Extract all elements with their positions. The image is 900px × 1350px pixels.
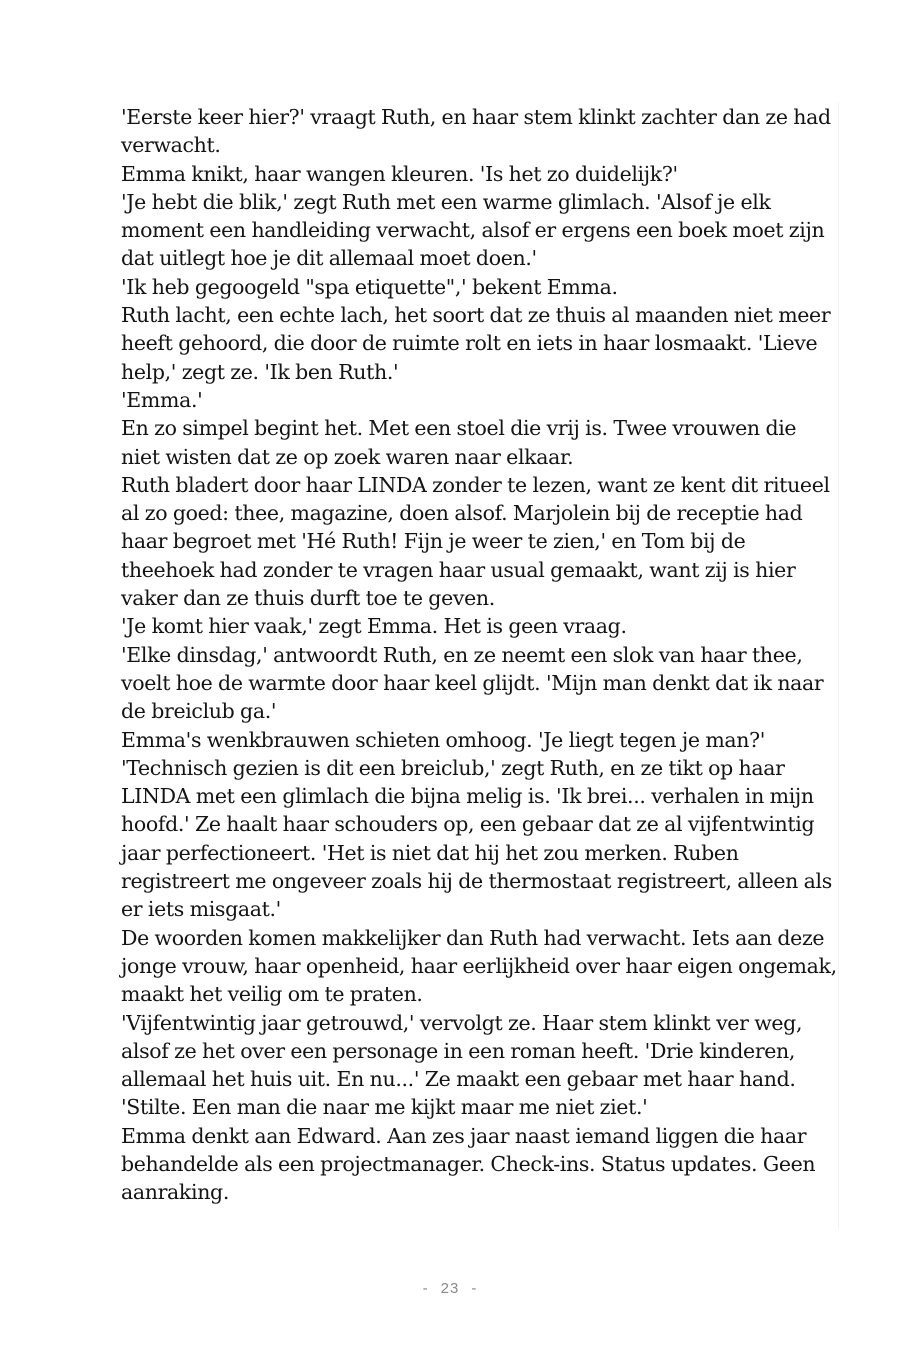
paragraph: 'Technisch gezien is dit een breiclub,' zegt Ruth, en ze tikt op haar LINDA met een glimlach die bijna melig is. 'Ik brei... verhalen in mijn hoofd.' Ze haalt haar schouders op, een gebaar dat ze al vijfentwintig jaar perfectioneert. 'Het is niet dat hij het zou merken. Ruben registreert me ongeveer zoals hij de thermostaat registreert, alleen als er iets misgaat.' xyxy=(121,755,832,922)
paragraph: 'Elke dinsdag,' antwoordt Ruth, en ze neemt een slok van haar thee, voelt hoe de warmte door haar keel glijdt. 'Mijn man denkt dat ik naar de breiclub ga.' xyxy=(121,642,824,724)
paragraph: Ruth lacht, een echte lach, het soort dat ze thuis al maanden niet meer heeft gehoord, die door de ruimte rolt en iets in haar losmaakt. 'Lieve help,' zegt ze. 'Ik ben Ruth.' xyxy=(121,303,831,384)
paragraph: 'Je komt hier vaak,' zegt Emma. Het is geen vraag. xyxy=(121,614,627,639)
paragraph: 'Je hebt die blik,' zegt Ruth met een warme glimlach. 'Alsof je elk moment een handleiding verwacht, alsof er ergens een boek moet zijn dat uitlegt hoe je dit allemaal moet doen.' xyxy=(121,189,825,271)
paragraph: De woorden komen makkelijker dan Ruth had verwacht. Iets aan deze jonge vrouw, haar openheid, haar eerlijkheid over haar eigen ongemak, maakt het veilig om te praten. xyxy=(121,925,837,1007)
paragraph: En zo simpel begint het. Met een stoel die vrij is. Twee vrouwen die niet wisten dat ze op zoek waren naar elkaar. xyxy=(121,416,797,469)
page-footer xyxy=(0,1280,900,1297)
paragraph: 'Ik heb gegoogeld "spa etiquette",' bekent Emma. xyxy=(121,274,618,299)
paragraph: Ruth bladert door haar LINDA zonder te lezen, want ze kent dit ritueel al zo goed: thee, magazine, doen alsof. Marjolein bij de receptie had haar begroet met 'Hé Ruth! Fijn je weer te zien,' en Tom bij de theehoek had zonder te vragen haar usual gemaakt, want zij is hier vaker dan ze thuis durft toe te geven. xyxy=(121,472,830,611)
page-number: 23 xyxy=(440,1280,460,1297)
paragraph: 'Emma.' xyxy=(121,387,203,412)
paragraph: 'Vijfentwintig jaar getrouwd,' vervolgt ze. Haar stem klinkt ver weg, alsof ze het over een personage in een roman heeft. 'Drie kinderen, allemaal het huis uit. En nu...' Ze maakt een gebaar met haar hand. 'Stilte. Een man die naar me kijkt maar me niet ziet.' xyxy=(121,1010,803,1120)
paragraph: Emma's wenkbrauwen schieten omhoog. 'Je liegt tegen je man?' xyxy=(121,727,766,752)
page-dash-right: - xyxy=(471,1280,478,1297)
page-dash-left: - xyxy=(422,1280,429,1297)
paragraph: Emma denkt aan Edward. Aan zes jaar naast iemand liggen die haar behandelde als een projectmanager. Check-ins. Status updates. Geen aanraking. xyxy=(121,1123,816,1205)
body-text xyxy=(121,103,839,1228)
paragraph: Emma knikt, haar wangen kleuren. 'Is het zo duidelijk?' xyxy=(121,161,678,186)
paragraph: 'Eerste keer hier?' vraagt Ruth, en haar stem klinkt zachter dan ze had verwacht. xyxy=(121,105,831,158)
